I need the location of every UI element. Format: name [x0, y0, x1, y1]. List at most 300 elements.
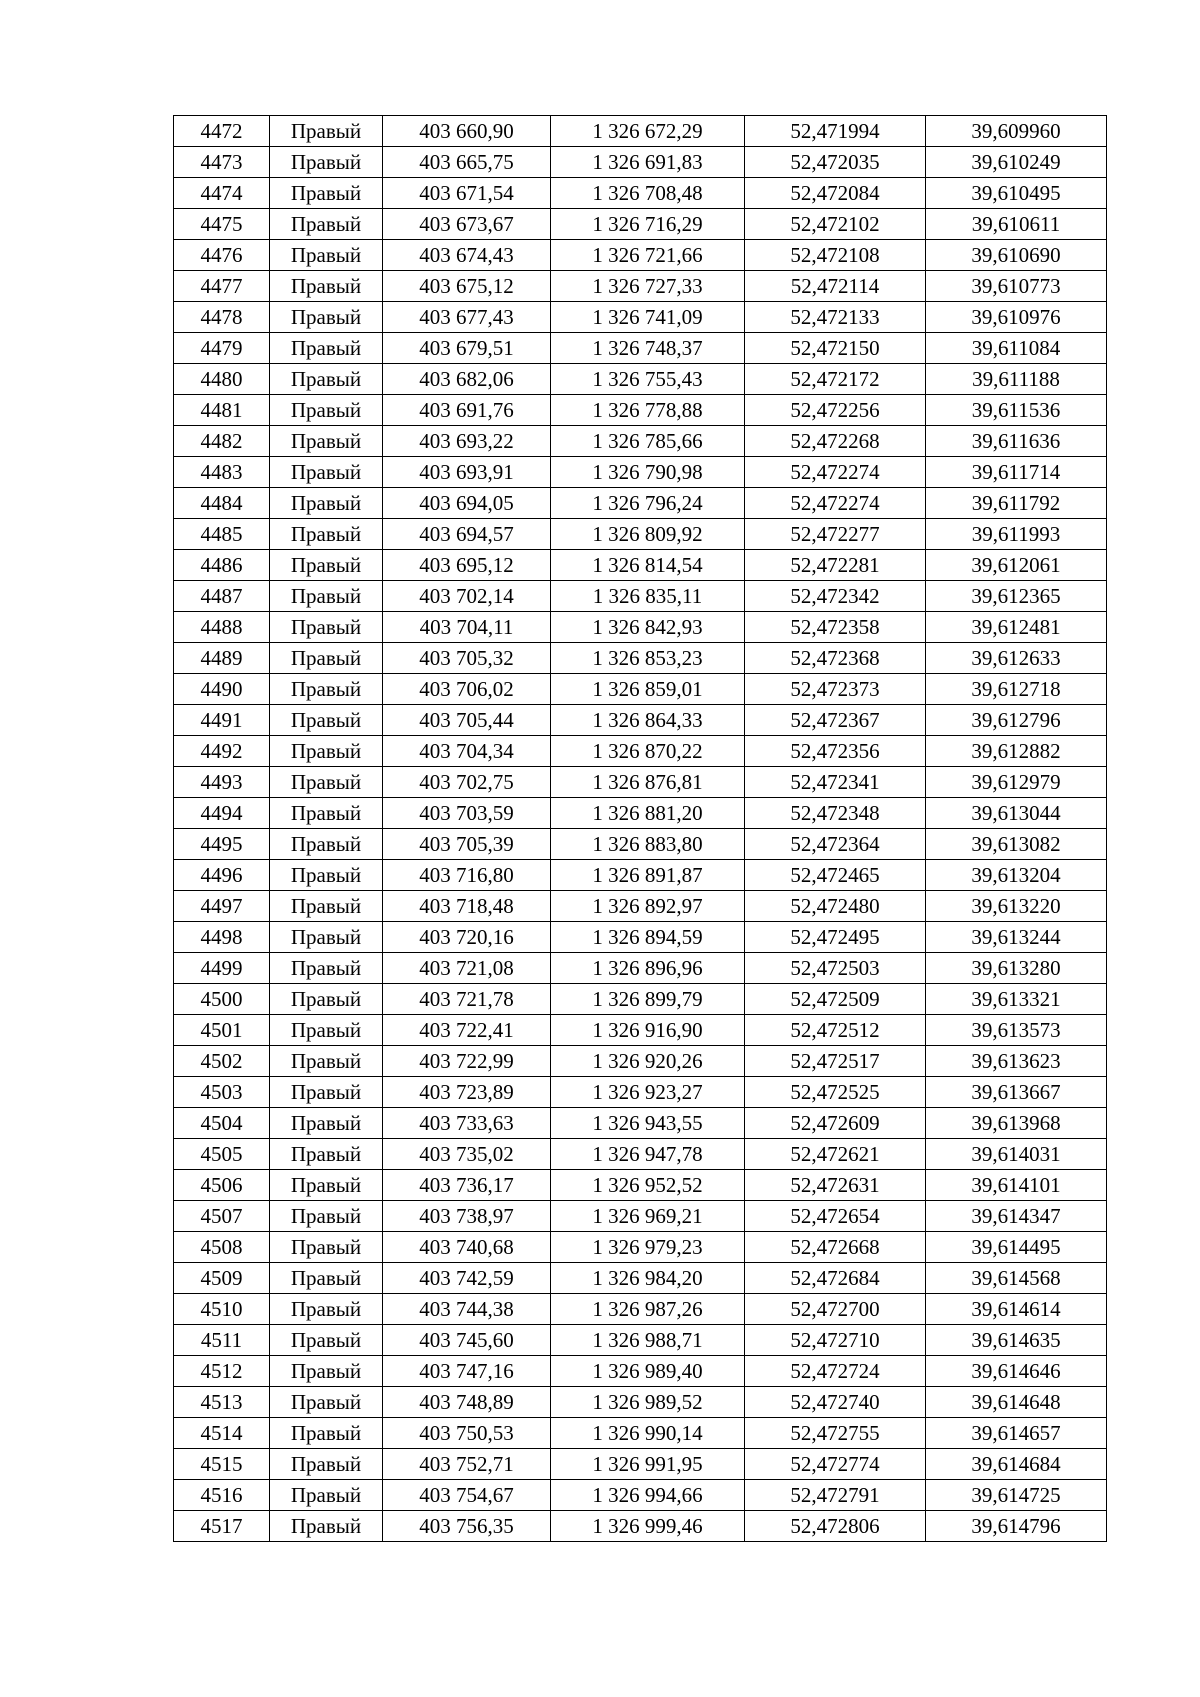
x-coordinate-cell: 403 736,17 — [383, 1170, 551, 1201]
side-cell: Правый — [270, 612, 383, 643]
point-number-cell: 4512 — [174, 1356, 270, 1387]
latitude-cell: 52,472358 — [745, 612, 926, 643]
x-coordinate-cell: 403 694,57 — [383, 519, 551, 550]
longitude-cell: 39,611536 — [926, 395, 1107, 426]
y-coordinate-cell: 1 326 778,88 — [551, 395, 745, 426]
latitude-cell: 52,472367 — [745, 705, 926, 736]
x-coordinate-cell: 403 671,54 — [383, 178, 551, 209]
side-cell: Правый — [270, 240, 383, 271]
point-number-cell: 4495 — [174, 829, 270, 860]
y-coordinate-cell: 1 326 943,55 — [551, 1108, 745, 1139]
side-cell: Правый — [270, 891, 383, 922]
side-cell: Правый — [270, 271, 383, 302]
table-row — [174, 1077, 1107, 1108]
latitude-cell: 52,472668 — [745, 1232, 926, 1263]
x-coordinate-cell: 403 673,67 — [383, 209, 551, 240]
latitude-cell: 52,472517 — [745, 1046, 926, 1077]
table-row — [174, 860, 1107, 891]
y-coordinate-cell: 1 326 999,46 — [551, 1511, 745, 1542]
y-coordinate-cell: 1 326 989,40 — [551, 1356, 745, 1387]
y-coordinate-cell: 1 326 987,26 — [551, 1294, 745, 1325]
x-coordinate-cell: 403 665,75 — [383, 147, 551, 178]
latitude-cell: 52,472342 — [745, 581, 926, 612]
side-cell: Правый — [270, 457, 383, 488]
x-coordinate-cell: 403 721,08 — [383, 953, 551, 984]
x-coordinate-cell: 403 744,38 — [383, 1294, 551, 1325]
side-cell: Правый — [270, 1263, 383, 1294]
side-cell: Правый — [270, 1015, 383, 1046]
point-number-cell: 4510 — [174, 1294, 270, 1325]
side-cell: Правый — [270, 1046, 383, 1077]
latitude-cell: 52,472150 — [745, 333, 926, 364]
longitude-cell: 39,613573 — [926, 1015, 1107, 1046]
latitude-cell: 52,472035 — [745, 147, 926, 178]
y-coordinate-cell: 1 326 748,37 — [551, 333, 745, 364]
x-coordinate-cell: 403 722,41 — [383, 1015, 551, 1046]
x-coordinate-cell: 403 720,16 — [383, 922, 551, 953]
latitude-cell: 52,472509 — [745, 984, 926, 1015]
x-coordinate-cell: 403 754,67 — [383, 1480, 551, 1511]
point-number-cell: 4481 — [174, 395, 270, 426]
longitude-cell: 39,612481 — [926, 612, 1107, 643]
longitude-cell: 39,610773 — [926, 271, 1107, 302]
longitude-cell: 39,612979 — [926, 767, 1107, 798]
y-coordinate-cell: 1 326 672,29 — [551, 116, 745, 147]
point-number-cell: 4511 — [174, 1325, 270, 1356]
x-coordinate-cell: 403 702,75 — [383, 767, 551, 798]
side-cell: Правый — [270, 426, 383, 457]
point-number-cell: 4492 — [174, 736, 270, 767]
x-coordinate-cell: 403 660,90 — [383, 116, 551, 147]
latitude-cell: 52,472348 — [745, 798, 926, 829]
table-row — [174, 891, 1107, 922]
latitude-cell: 52,472465 — [745, 860, 926, 891]
y-coordinate-cell: 1 326 721,66 — [551, 240, 745, 271]
longitude-cell: 39,613204 — [926, 860, 1107, 891]
longitude-cell: 39,611993 — [926, 519, 1107, 550]
latitude-cell: 52,472700 — [745, 1294, 926, 1325]
y-coordinate-cell: 1 326 989,52 — [551, 1387, 745, 1418]
latitude-cell: 52,472710 — [745, 1325, 926, 1356]
longitude-cell: 39,610495 — [926, 178, 1107, 209]
point-number-cell: 4474 — [174, 178, 270, 209]
point-number-cell: 4505 — [174, 1139, 270, 1170]
table-row — [174, 922, 1107, 953]
point-number-cell: 4487 — [174, 581, 270, 612]
longitude-cell: 39,614684 — [926, 1449, 1107, 1480]
side-cell: Правый — [270, 302, 383, 333]
y-coordinate-cell: 1 326 859,01 — [551, 674, 745, 705]
y-coordinate-cell: 1 326 727,33 — [551, 271, 745, 302]
table-row — [174, 1511, 1107, 1542]
x-coordinate-cell: 403 733,63 — [383, 1108, 551, 1139]
latitude-cell: 52,472512 — [745, 1015, 926, 1046]
side-cell: Правый — [270, 1294, 383, 1325]
point-number-cell: 4490 — [174, 674, 270, 705]
table-row — [174, 736, 1107, 767]
y-coordinate-cell: 1 326 691,83 — [551, 147, 745, 178]
longitude-cell: 39,611188 — [926, 364, 1107, 395]
longitude-cell: 39,611636 — [926, 426, 1107, 457]
y-coordinate-cell: 1 326 870,22 — [551, 736, 745, 767]
x-coordinate-cell: 403 675,12 — [383, 271, 551, 302]
x-coordinate-cell: 403 705,39 — [383, 829, 551, 860]
longitude-cell: 39,610249 — [926, 147, 1107, 178]
side-cell: Правый — [270, 1387, 383, 1418]
y-coordinate-cell: 1 326 952,52 — [551, 1170, 745, 1201]
x-coordinate-cell: 403 738,97 — [383, 1201, 551, 1232]
latitude-cell: 52,472621 — [745, 1139, 926, 1170]
y-coordinate-cell: 1 326 716,29 — [551, 209, 745, 240]
longitude-cell: 39,613280 — [926, 953, 1107, 984]
point-number-cell: 4509 — [174, 1263, 270, 1294]
side-cell: Правый — [270, 1108, 383, 1139]
table-row — [174, 1387, 1107, 1418]
latitude-cell: 52,472755 — [745, 1418, 926, 1449]
x-coordinate-cell: 403 742,59 — [383, 1263, 551, 1294]
latitude-cell: 52,472364 — [745, 829, 926, 860]
x-coordinate-cell: 403 691,76 — [383, 395, 551, 426]
longitude-cell: 39,610611 — [926, 209, 1107, 240]
table-row — [174, 1108, 1107, 1139]
point-number-cell: 4497 — [174, 891, 270, 922]
x-coordinate-cell: 403 703,59 — [383, 798, 551, 829]
point-number-cell: 4479 — [174, 333, 270, 364]
y-coordinate-cell: 1 326 969,21 — [551, 1201, 745, 1232]
latitude-cell: 52,472495 — [745, 922, 926, 953]
y-coordinate-cell: 1 326 881,20 — [551, 798, 745, 829]
y-coordinate-cell: 1 326 920,26 — [551, 1046, 745, 1077]
y-coordinate-cell: 1 326 891,87 — [551, 860, 745, 891]
table-row — [174, 1015, 1107, 1046]
latitude-cell: 52,472172 — [745, 364, 926, 395]
side-cell: Правый — [270, 519, 383, 550]
point-number-cell: 4491 — [174, 705, 270, 736]
longitude-cell: 39,609960 — [926, 116, 1107, 147]
y-coordinate-cell: 1 326 755,43 — [551, 364, 745, 395]
table-row — [174, 1046, 1107, 1077]
point-number-cell: 4486 — [174, 550, 270, 581]
side-cell: Правый — [270, 488, 383, 519]
x-coordinate-cell: 403 693,22 — [383, 426, 551, 457]
table-row — [174, 488, 1107, 519]
point-number-cell: 4473 — [174, 147, 270, 178]
x-coordinate-cell: 403 718,48 — [383, 891, 551, 922]
side-cell: Правый — [270, 1511, 383, 1542]
table-row — [174, 1325, 1107, 1356]
x-coordinate-cell: 403 723,89 — [383, 1077, 551, 1108]
point-number-cell: 4488 — [174, 612, 270, 643]
side-cell: Правый — [270, 1449, 383, 1480]
y-coordinate-cell: 1 326 988,71 — [551, 1325, 745, 1356]
y-coordinate-cell: 1 326 785,66 — [551, 426, 745, 457]
table-row — [174, 116, 1107, 147]
y-coordinate-cell: 1 326 947,78 — [551, 1139, 745, 1170]
point-number-cell: 4489 — [174, 643, 270, 674]
latitude-cell: 52,472356 — [745, 736, 926, 767]
longitude-cell: 39,614657 — [926, 1418, 1107, 1449]
y-coordinate-cell: 1 326 896,96 — [551, 953, 745, 984]
point-number-cell: 4475 — [174, 209, 270, 240]
table-row — [174, 302, 1107, 333]
longitude-cell: 39,611084 — [926, 333, 1107, 364]
side-cell: Правый — [270, 643, 383, 674]
table-row — [174, 1480, 1107, 1511]
latitude-cell: 52,472740 — [745, 1387, 926, 1418]
longitude-cell: 39,612061 — [926, 550, 1107, 581]
point-number-cell: 4476 — [174, 240, 270, 271]
side-cell: Правый — [270, 922, 383, 953]
x-coordinate-cell: 403 706,02 — [383, 674, 551, 705]
y-coordinate-cell: 1 326 883,80 — [551, 829, 745, 860]
table-row — [174, 612, 1107, 643]
point-number-cell: 4484 — [174, 488, 270, 519]
x-coordinate-cell: 403 705,44 — [383, 705, 551, 736]
table-row — [174, 674, 1107, 705]
point-number-cell: 4515 — [174, 1449, 270, 1480]
latitude-cell: 52,472114 — [745, 271, 926, 302]
point-number-cell: 4500 — [174, 984, 270, 1015]
side-cell: Правый — [270, 1139, 383, 1170]
table-row — [174, 829, 1107, 860]
latitude-cell: 52,472368 — [745, 643, 926, 674]
longitude-cell: 39,614725 — [926, 1480, 1107, 1511]
latitude-cell: 52,471994 — [745, 116, 926, 147]
point-number-cell: 4496 — [174, 860, 270, 891]
table-row — [174, 1356, 1107, 1387]
longitude-cell: 39,614614 — [926, 1294, 1107, 1325]
x-coordinate-cell: 403 756,35 — [383, 1511, 551, 1542]
x-coordinate-cell: 403 694,05 — [383, 488, 551, 519]
side-cell: Правый — [270, 736, 383, 767]
point-number-cell: 4503 — [174, 1077, 270, 1108]
x-coordinate-cell: 403 716,80 — [383, 860, 551, 891]
point-number-cell: 4480 — [174, 364, 270, 395]
x-coordinate-cell: 403 704,34 — [383, 736, 551, 767]
point-number-cell: 4494 — [174, 798, 270, 829]
point-number-cell: 4502 — [174, 1046, 270, 1077]
latitude-cell: 52,472806 — [745, 1511, 926, 1542]
latitude-cell: 52,472373 — [745, 674, 926, 705]
y-coordinate-cell: 1 326 708,48 — [551, 178, 745, 209]
point-number-cell: 4477 — [174, 271, 270, 302]
table-row — [174, 1263, 1107, 1294]
latitude-cell: 52,472525 — [745, 1077, 926, 1108]
latitude-cell: 52,472503 — [745, 953, 926, 984]
longitude-cell: 39,610690 — [926, 240, 1107, 271]
point-number-cell: 4508 — [174, 1232, 270, 1263]
latitude-cell: 52,472281 — [745, 550, 926, 581]
side-cell: Правый — [270, 1325, 383, 1356]
x-coordinate-cell: 403 748,89 — [383, 1387, 551, 1418]
longitude-cell: 39,610976 — [926, 302, 1107, 333]
latitude-cell: 52,472133 — [745, 302, 926, 333]
y-coordinate-cell: 1 326 835,11 — [551, 581, 745, 612]
x-coordinate-cell: 403 679,51 — [383, 333, 551, 364]
latitude-cell: 52,472108 — [745, 240, 926, 271]
longitude-cell: 39,613321 — [926, 984, 1107, 1015]
y-coordinate-cell: 1 326 979,23 — [551, 1232, 745, 1263]
y-coordinate-cell: 1 326 809,92 — [551, 519, 745, 550]
side-cell: Правый — [270, 1077, 383, 1108]
x-coordinate-cell: 403 740,68 — [383, 1232, 551, 1263]
latitude-cell: 52,472274 — [745, 488, 926, 519]
x-coordinate-cell: 403 695,12 — [383, 550, 551, 581]
longitude-cell: 39,614031 — [926, 1139, 1107, 1170]
side-cell: Правый — [270, 1480, 383, 1511]
latitude-cell: 52,472274 — [745, 457, 926, 488]
point-number-cell: 4482 — [174, 426, 270, 457]
side-cell: Правый — [270, 364, 383, 395]
side-cell: Правый — [270, 147, 383, 178]
latitude-cell: 52,472480 — [745, 891, 926, 922]
longitude-cell: 39,612365 — [926, 581, 1107, 612]
longitude-cell: 39,611714 — [926, 457, 1107, 488]
table-row — [174, 271, 1107, 302]
side-cell: Правый — [270, 581, 383, 612]
point-number-cell: 4501 — [174, 1015, 270, 1046]
side-cell: Правый — [270, 333, 383, 364]
point-number-cell: 4507 — [174, 1201, 270, 1232]
longitude-cell: 39,614648 — [926, 1387, 1107, 1418]
y-coordinate-cell: 1 326 923,27 — [551, 1077, 745, 1108]
table-row — [174, 798, 1107, 829]
table-row — [174, 1232, 1107, 1263]
table-row — [174, 395, 1107, 426]
y-coordinate-cell: 1 326 990,14 — [551, 1418, 745, 1449]
point-number-cell: 4485 — [174, 519, 270, 550]
side-cell: Правый — [270, 116, 383, 147]
table-row — [174, 1449, 1107, 1480]
coordinates-table — [173, 115, 1107, 1542]
y-coordinate-cell: 1 326 899,79 — [551, 984, 745, 1015]
longitude-cell: 39,611792 — [926, 488, 1107, 519]
longitude-cell: 39,614101 — [926, 1170, 1107, 1201]
latitude-cell: 52,472609 — [745, 1108, 926, 1139]
x-coordinate-cell: 403 704,11 — [383, 612, 551, 643]
longitude-cell: 39,613968 — [926, 1108, 1107, 1139]
side-cell: Правый — [270, 178, 383, 209]
point-number-cell: 4472 — [174, 116, 270, 147]
latitude-cell: 52,472268 — [745, 426, 926, 457]
longitude-cell: 39,612796 — [926, 705, 1107, 736]
longitude-cell: 39,614347 — [926, 1201, 1107, 1232]
y-coordinate-cell: 1 326 814,54 — [551, 550, 745, 581]
point-number-cell: 4517 — [174, 1511, 270, 1542]
table-row — [174, 519, 1107, 550]
side-cell: Правый — [270, 953, 383, 984]
table-row — [174, 984, 1107, 1015]
point-number-cell: 4516 — [174, 1480, 270, 1511]
side-cell: Правый — [270, 767, 383, 798]
x-coordinate-cell: 403 750,53 — [383, 1418, 551, 1449]
y-coordinate-cell: 1 326 991,95 — [551, 1449, 745, 1480]
point-number-cell: 4498 — [174, 922, 270, 953]
table-row — [174, 457, 1107, 488]
point-number-cell: 4504 — [174, 1108, 270, 1139]
x-coordinate-cell: 403 735,02 — [383, 1139, 551, 1170]
side-cell: Правый — [270, 1170, 383, 1201]
y-coordinate-cell: 1 326 864,33 — [551, 705, 745, 736]
longitude-cell: 39,612718 — [926, 674, 1107, 705]
side-cell: Правый — [270, 1201, 383, 1232]
point-number-cell: 4513 — [174, 1387, 270, 1418]
point-number-cell: 4506 — [174, 1170, 270, 1201]
latitude-cell: 52,472277 — [745, 519, 926, 550]
x-coordinate-cell: 403 702,14 — [383, 581, 551, 612]
y-coordinate-cell: 1 326 876,81 — [551, 767, 745, 798]
table-row — [174, 643, 1107, 674]
longitude-cell: 39,613244 — [926, 922, 1107, 953]
y-coordinate-cell: 1 326 892,97 — [551, 891, 745, 922]
latitude-cell: 52,472631 — [745, 1170, 926, 1201]
side-cell: Правый — [270, 395, 383, 426]
longitude-cell: 39,613623 — [926, 1046, 1107, 1077]
longitude-cell: 39,614796 — [926, 1511, 1107, 1542]
table-row — [174, 767, 1107, 798]
side-cell: Правый — [270, 1356, 383, 1387]
latitude-cell: 52,472774 — [745, 1449, 926, 1480]
side-cell: Правый — [270, 674, 383, 705]
y-coordinate-cell: 1 326 741,09 — [551, 302, 745, 333]
y-coordinate-cell: 1 326 916,90 — [551, 1015, 745, 1046]
longitude-cell: 39,612633 — [926, 643, 1107, 674]
table-row — [174, 178, 1107, 209]
latitude-cell: 52,472084 — [745, 178, 926, 209]
x-coordinate-cell: 403 705,32 — [383, 643, 551, 674]
point-number-cell: 4499 — [174, 953, 270, 984]
point-number-cell: 4478 — [174, 302, 270, 333]
table-row — [174, 953, 1107, 984]
point-number-cell: 4493 — [174, 767, 270, 798]
table-row — [174, 1201, 1107, 1232]
side-cell: Правый — [270, 829, 383, 860]
y-coordinate-cell: 1 326 842,93 — [551, 612, 745, 643]
table-row — [174, 333, 1107, 364]
table-row — [174, 209, 1107, 240]
side-cell: Правый — [270, 1232, 383, 1263]
x-coordinate-cell: 403 752,71 — [383, 1449, 551, 1480]
longitude-cell: 39,613220 — [926, 891, 1107, 922]
y-coordinate-cell: 1 326 796,24 — [551, 488, 745, 519]
table-row — [174, 147, 1107, 178]
latitude-cell: 52,472256 — [745, 395, 926, 426]
table-row — [174, 550, 1107, 581]
x-coordinate-cell: 403 745,60 — [383, 1325, 551, 1356]
longitude-cell: 39,613667 — [926, 1077, 1107, 1108]
point-number-cell: 4483 — [174, 457, 270, 488]
x-coordinate-cell: 403 682,06 — [383, 364, 551, 395]
table-row — [174, 581, 1107, 612]
side-cell: Правый — [270, 860, 383, 891]
x-coordinate-cell: 403 721,78 — [383, 984, 551, 1015]
coordinates-table-body — [174, 116, 1107, 1542]
latitude-cell: 52,472724 — [745, 1356, 926, 1387]
longitude-cell: 39,612882 — [926, 736, 1107, 767]
y-coordinate-cell: 1 326 984,20 — [551, 1263, 745, 1294]
table-row — [174, 705, 1107, 736]
y-coordinate-cell: 1 326 994,66 — [551, 1480, 745, 1511]
latitude-cell: 52,472684 — [745, 1263, 926, 1294]
longitude-cell: 39,614568 — [926, 1263, 1107, 1294]
table-row — [174, 426, 1107, 457]
latitude-cell: 52,472791 — [745, 1480, 926, 1511]
side-cell: Правый — [270, 550, 383, 581]
side-cell: Правый — [270, 1418, 383, 1449]
longitude-cell: 39,613044 — [926, 798, 1107, 829]
table-row — [174, 1139, 1107, 1170]
x-coordinate-cell: 403 693,91 — [383, 457, 551, 488]
